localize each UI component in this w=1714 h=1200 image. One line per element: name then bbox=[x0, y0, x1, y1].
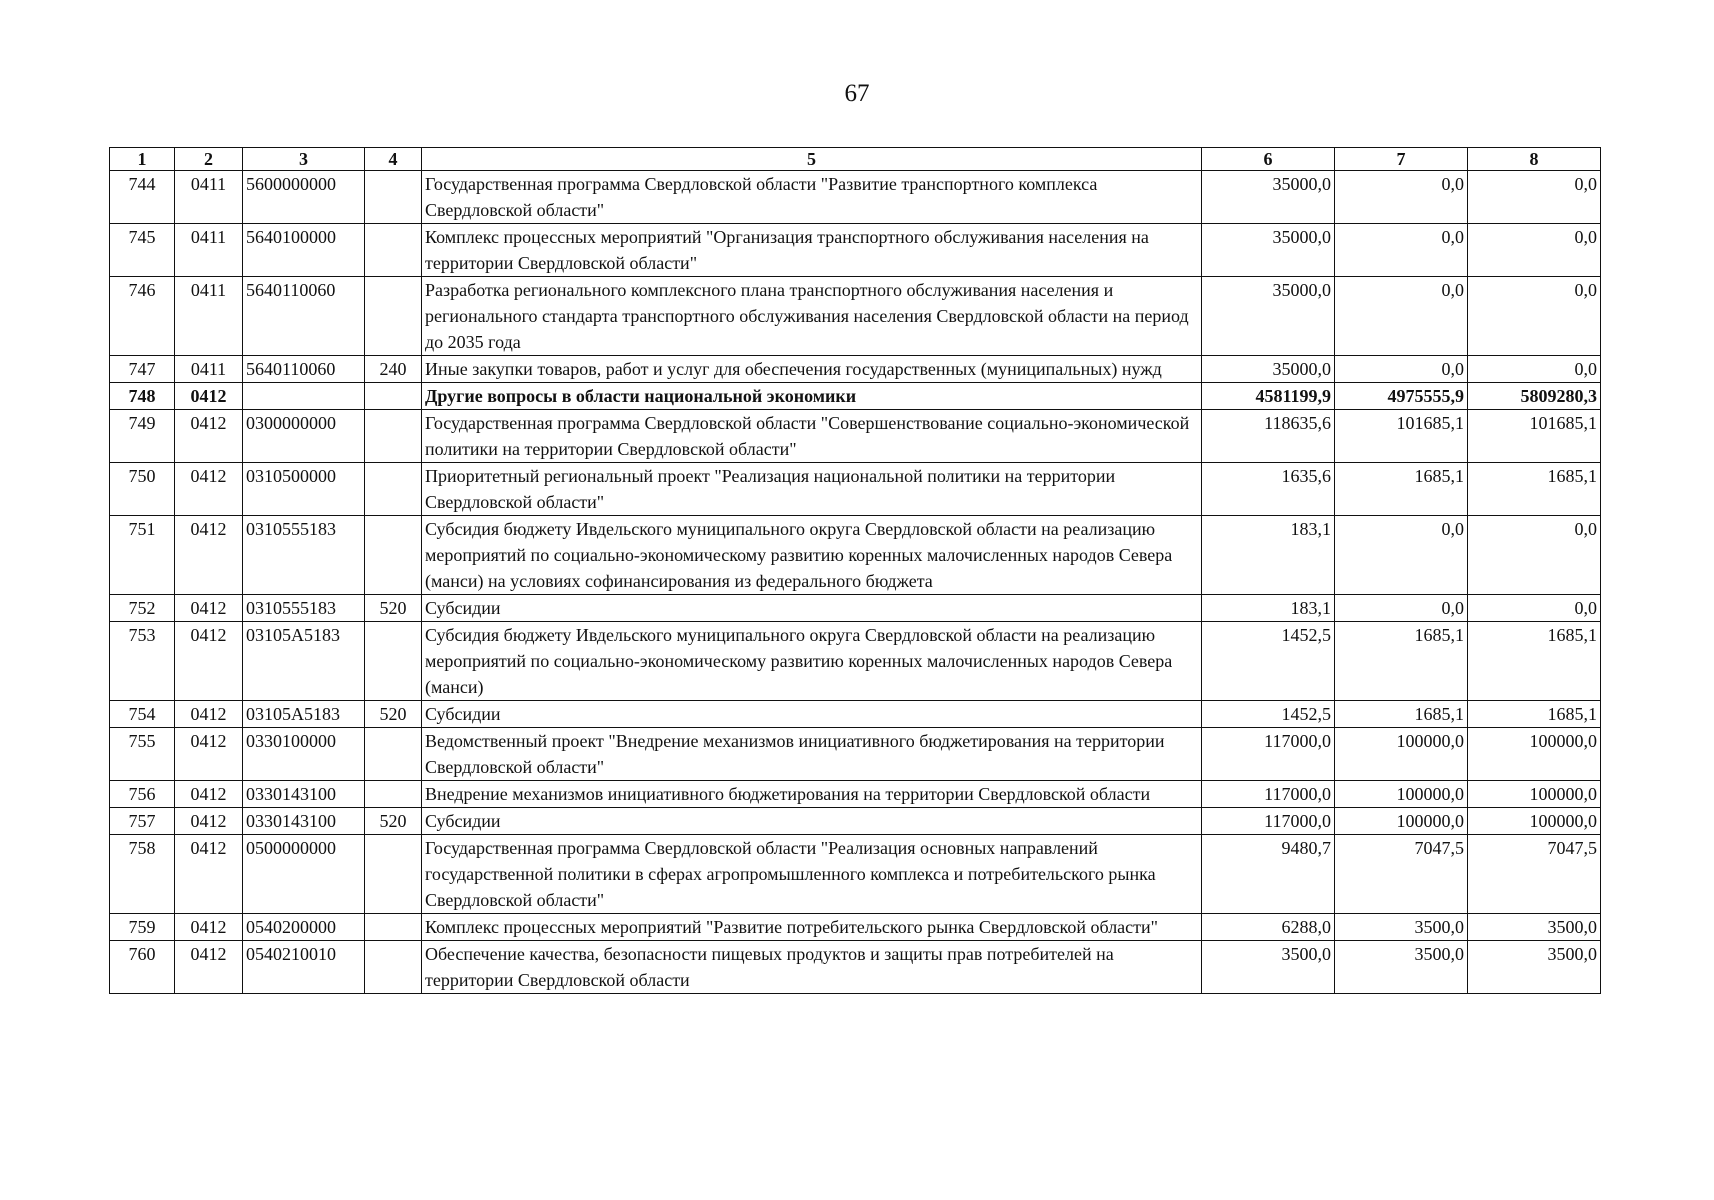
section-code-cell: 0412 bbox=[175, 941, 243, 994]
expense-type-cell bbox=[365, 914, 422, 941]
amount-col7-cell: 101685,1 bbox=[1335, 410, 1468, 463]
target-article-cell: 0330143100 bbox=[243, 808, 365, 835]
amount-col7-cell: 7047,5 bbox=[1335, 835, 1468, 914]
row-number-cell: 753 bbox=[110, 622, 175, 701]
amount-col7-cell: 100000,0 bbox=[1335, 808, 1468, 835]
target-article-cell: 03105А5183 bbox=[243, 622, 365, 701]
amount-col8-cell: 0,0 bbox=[1468, 277, 1601, 356]
item-name-cell: Субсидия бюджету Ивдельского муниципального округа Свердловской области на реализацию мероприятий по социально-экономическому развитию коренных малочисленных народов Севера (манси) на условиях софинансирования из федерального бюджета bbox=[422, 516, 1202, 595]
table-row bbox=[110, 914, 1601, 941]
expense-type-cell: 520 bbox=[365, 595, 422, 622]
section-code-cell: 0411 bbox=[175, 224, 243, 277]
amount-col7-cell: 0,0 bbox=[1335, 595, 1468, 622]
amount-col8-cell: 100000,0 bbox=[1468, 808, 1601, 835]
amount-col7-cell: 0,0 bbox=[1335, 356, 1468, 383]
amount-col6-cell: 1452,5 bbox=[1202, 701, 1335, 728]
section-code-cell: 0411 bbox=[175, 171, 243, 224]
expense-type-cell bbox=[365, 277, 422, 356]
item-name-cell: Государственная программа Свердловской области "Совершенствование социально-экономической политики на территории Свердловской области" bbox=[422, 410, 1202, 463]
row-number-cell: 755 bbox=[110, 728, 175, 781]
target-article-cell: 0310555183 bbox=[243, 516, 365, 595]
target-article-cell: 0330100000 bbox=[243, 728, 365, 781]
item-name-cell: Субсидия бюджету Ивдельского муниципального округа Свердловской области на реализацию мероприятий по социально-экономическому развитию коренных малочисленных народов Севера (манси) bbox=[422, 622, 1202, 701]
row-number-cell: 748 bbox=[110, 383, 175, 410]
amount-col6-cell: 9480,7 bbox=[1202, 835, 1335, 914]
row-number-cell: 759 bbox=[110, 914, 175, 941]
amount-col6-cell: 117000,0 bbox=[1202, 781, 1335, 808]
item-name-cell: Субсидии bbox=[422, 701, 1202, 728]
target-article-cell: 0300000000 bbox=[243, 410, 365, 463]
item-name-cell: Обеспечение качества, безопасности пищевых продуктов и защиты прав потребителей на территории Свердловской области bbox=[422, 941, 1202, 994]
section-code-cell: 0412 bbox=[175, 516, 243, 595]
item-name-cell: Комплекс процессных мероприятий "Развитие потребительского рынка Свердловской области" bbox=[422, 914, 1202, 941]
amount-col7-cell: 0,0 bbox=[1335, 171, 1468, 224]
expense-type-cell: 520 bbox=[365, 701, 422, 728]
page-number: 67 bbox=[844, 80, 870, 107]
target-article-cell: 0310555183 bbox=[243, 595, 365, 622]
amount-col6-cell: 183,1 bbox=[1202, 595, 1335, 622]
row-number-cell: 750 bbox=[110, 463, 175, 516]
amount-col8-cell: 100000,0 bbox=[1468, 728, 1601, 781]
amount-col8-cell: 3500,0 bbox=[1468, 914, 1601, 941]
amount-col8-cell: 0,0 bbox=[1468, 224, 1601, 277]
target-article-cell: 0330143100 bbox=[243, 781, 365, 808]
expense-type-cell: 240 bbox=[365, 356, 422, 383]
target-article-cell: 5640110060 bbox=[243, 356, 365, 383]
table-row bbox=[110, 595, 1601, 622]
row-number-cell: 747 bbox=[110, 356, 175, 383]
item-name-cell: Комплекс процессных мероприятий "Организация транспортного обслуживания населения на территории Свердловской области" bbox=[422, 224, 1202, 277]
item-name-cell: Государственная программа Свердловской области "Развитие транспортного комплекса Свердловской области" bbox=[422, 171, 1202, 224]
row-number-cell: 758 bbox=[110, 835, 175, 914]
target-article-cell: 5640110060 bbox=[243, 277, 365, 356]
amount-col8-cell: 5809280,3 bbox=[1468, 383, 1601, 410]
expense-type-cell bbox=[365, 941, 422, 994]
amount-col8-cell: 101685,1 bbox=[1468, 410, 1601, 463]
amount-col6-cell: 183,1 bbox=[1202, 516, 1335, 595]
target-article-cell: 0540210010 bbox=[243, 941, 365, 994]
table-row bbox=[110, 622, 1601, 701]
row-number-cell: 745 bbox=[110, 224, 175, 277]
amount-col6-cell: 1635,6 bbox=[1202, 463, 1335, 516]
section-code-cell: 0412 bbox=[175, 701, 243, 728]
row-number-cell: 746 bbox=[110, 277, 175, 356]
amount-col7-cell: 1685,1 bbox=[1335, 622, 1468, 701]
section-code-cell: 0412 bbox=[175, 728, 243, 781]
row-number-cell: 757 bbox=[110, 808, 175, 835]
target-article-cell: 03105А5183 bbox=[243, 701, 365, 728]
amount-col8-cell: 0,0 bbox=[1468, 171, 1601, 224]
amount-col8-cell: 0,0 bbox=[1468, 595, 1601, 622]
item-name-cell: Государственная программа Свердловской области "Реализация основных направлений государственной политики в сферах агропромышленного комплекса и потребительского рынка Свердловской области" bbox=[422, 835, 1202, 914]
expense-type-cell bbox=[365, 622, 422, 701]
target-article-cell: 5600000000 bbox=[243, 171, 365, 224]
table-row bbox=[110, 356, 1601, 383]
target-article-cell: 0310500000 bbox=[243, 463, 365, 516]
item-name-cell: Субсидии bbox=[422, 808, 1202, 835]
budget-table bbox=[109, 147, 1601, 994]
table-row bbox=[110, 383, 1601, 410]
item-name-cell: Разработка регионального комплексного плана транспортного обслуживания населения и регионального стандарта транспортного обслуживания населения Свердловской области на период до 2035 года bbox=[422, 277, 1202, 356]
table-body bbox=[110, 171, 1601, 994]
amount-col7-cell: 0,0 bbox=[1335, 277, 1468, 356]
table-row bbox=[110, 171, 1601, 224]
section-code-cell: 0412 bbox=[175, 595, 243, 622]
section-code-cell: 0411 bbox=[175, 277, 243, 356]
table-row bbox=[110, 410, 1601, 463]
amount-col7-cell: 4975555,9 bbox=[1335, 383, 1468, 410]
item-name-cell: Приоритетный региональный проект "Реализация национальной политики на территории Свердловской области" bbox=[422, 463, 1202, 516]
expense-type-cell bbox=[365, 835, 422, 914]
amount-col7-cell: 100000,0 bbox=[1335, 781, 1468, 808]
amount-col6-cell: 35000,0 bbox=[1202, 277, 1335, 356]
item-name-cell: Субсидии bbox=[422, 595, 1202, 622]
amount-col8-cell: 7047,5 bbox=[1468, 835, 1601, 914]
table-row bbox=[110, 781, 1601, 808]
column-header: 7 bbox=[1335, 148, 1468, 171]
column-header: 5 bbox=[422, 148, 1202, 171]
target-article-cell: 0500000000 bbox=[243, 835, 365, 914]
table-row bbox=[110, 277, 1601, 356]
target-article-cell: 0540200000 bbox=[243, 914, 365, 941]
column-header: 1 bbox=[110, 148, 175, 171]
amount-col8-cell: 0,0 bbox=[1468, 356, 1601, 383]
expense-type-cell: 520 bbox=[365, 808, 422, 835]
amount-col8-cell: 3500,0 bbox=[1468, 941, 1601, 994]
column-header: 4 bbox=[365, 148, 422, 171]
amount-col6-cell: 117000,0 bbox=[1202, 808, 1335, 835]
table-row bbox=[110, 941, 1601, 994]
amount-col8-cell: 0,0 bbox=[1468, 516, 1601, 595]
target-article-cell bbox=[243, 383, 365, 410]
amount-col7-cell: 1685,1 bbox=[1335, 463, 1468, 516]
row-number-cell: 752 bbox=[110, 595, 175, 622]
section-code-cell: 0412 bbox=[175, 410, 243, 463]
expense-type-cell bbox=[365, 383, 422, 410]
expense-type-cell bbox=[365, 516, 422, 595]
section-code-cell: 0412 bbox=[175, 781, 243, 808]
section-code-cell: 0412 bbox=[175, 835, 243, 914]
table-row bbox=[110, 835, 1601, 914]
amount-col7-cell: 0,0 bbox=[1335, 224, 1468, 277]
amount-col6-cell: 118635,6 bbox=[1202, 410, 1335, 463]
table-row bbox=[110, 701, 1601, 728]
item-name-cell: Иные закупки товаров, работ и услуг для обеспечения государственных (муниципальных) нужд bbox=[422, 356, 1202, 383]
expense-type-cell bbox=[365, 781, 422, 808]
table-header-row bbox=[110, 148, 1601, 171]
item-name-cell: Другие вопросы в области национальной экономики bbox=[422, 383, 1202, 410]
amount-col6-cell: 6288,0 bbox=[1202, 914, 1335, 941]
expense-type-cell bbox=[365, 728, 422, 781]
section-code-cell: 0412 bbox=[175, 808, 243, 835]
amount-col7-cell: 3500,0 bbox=[1335, 914, 1468, 941]
amount-col8-cell: 1685,1 bbox=[1468, 463, 1601, 516]
table-row bbox=[110, 463, 1601, 516]
amount-col6-cell: 117000,0 bbox=[1202, 728, 1335, 781]
table-row bbox=[110, 808, 1601, 835]
section-code-cell: 0412 bbox=[175, 383, 243, 410]
amount-col6-cell: 35000,0 bbox=[1202, 224, 1335, 277]
amount-col7-cell: 100000,0 bbox=[1335, 728, 1468, 781]
amount-col7-cell: 0,0 bbox=[1335, 516, 1468, 595]
column-header: 6 bbox=[1202, 148, 1335, 171]
amount-col6-cell: 35000,0 bbox=[1202, 171, 1335, 224]
section-code-cell: 0412 bbox=[175, 463, 243, 516]
section-code-cell: 0412 bbox=[175, 914, 243, 941]
amount-col8-cell: 1685,1 bbox=[1468, 701, 1601, 728]
column-header: 2 bbox=[175, 148, 243, 171]
table-row bbox=[110, 224, 1601, 277]
expense-type-cell bbox=[365, 224, 422, 277]
row-number-cell: 751 bbox=[110, 516, 175, 595]
table-row bbox=[110, 728, 1601, 781]
row-number-cell: 744 bbox=[110, 171, 175, 224]
amount-col6-cell: 1452,5 bbox=[1202, 622, 1335, 701]
amount-col7-cell: 3500,0 bbox=[1335, 941, 1468, 994]
target-article-cell: 5640100000 bbox=[243, 224, 365, 277]
expense-type-cell bbox=[365, 463, 422, 516]
amount-col6-cell: 4581199,9 bbox=[1202, 383, 1335, 410]
row-number-cell: 754 bbox=[110, 701, 175, 728]
item-name-cell: Внедрение механизмов инициативного бюджетирования на территории Свердловской области bbox=[422, 781, 1202, 808]
amount-col6-cell: 3500,0 bbox=[1202, 941, 1335, 994]
amount-col8-cell: 100000,0 bbox=[1468, 781, 1601, 808]
row-number-cell: 756 bbox=[110, 781, 175, 808]
table-row bbox=[110, 516, 1601, 595]
section-code-cell: 0412 bbox=[175, 622, 243, 701]
amount-col6-cell: 35000,0 bbox=[1202, 356, 1335, 383]
amount-col7-cell: 1685,1 bbox=[1335, 701, 1468, 728]
expense-type-cell bbox=[365, 171, 422, 224]
amount-col8-cell: 1685,1 bbox=[1468, 622, 1601, 701]
expense-type-cell bbox=[365, 410, 422, 463]
section-code-cell: 0411 bbox=[175, 356, 243, 383]
row-number-cell: 760 bbox=[110, 941, 175, 994]
column-header: 8 bbox=[1468, 148, 1601, 171]
item-name-cell: Ведомственный проект "Внедрение механизмов инициативного бюджетирования на территории Свердловской области" bbox=[422, 728, 1202, 781]
column-header: 3 bbox=[243, 148, 365, 171]
row-number-cell: 749 bbox=[110, 410, 175, 463]
